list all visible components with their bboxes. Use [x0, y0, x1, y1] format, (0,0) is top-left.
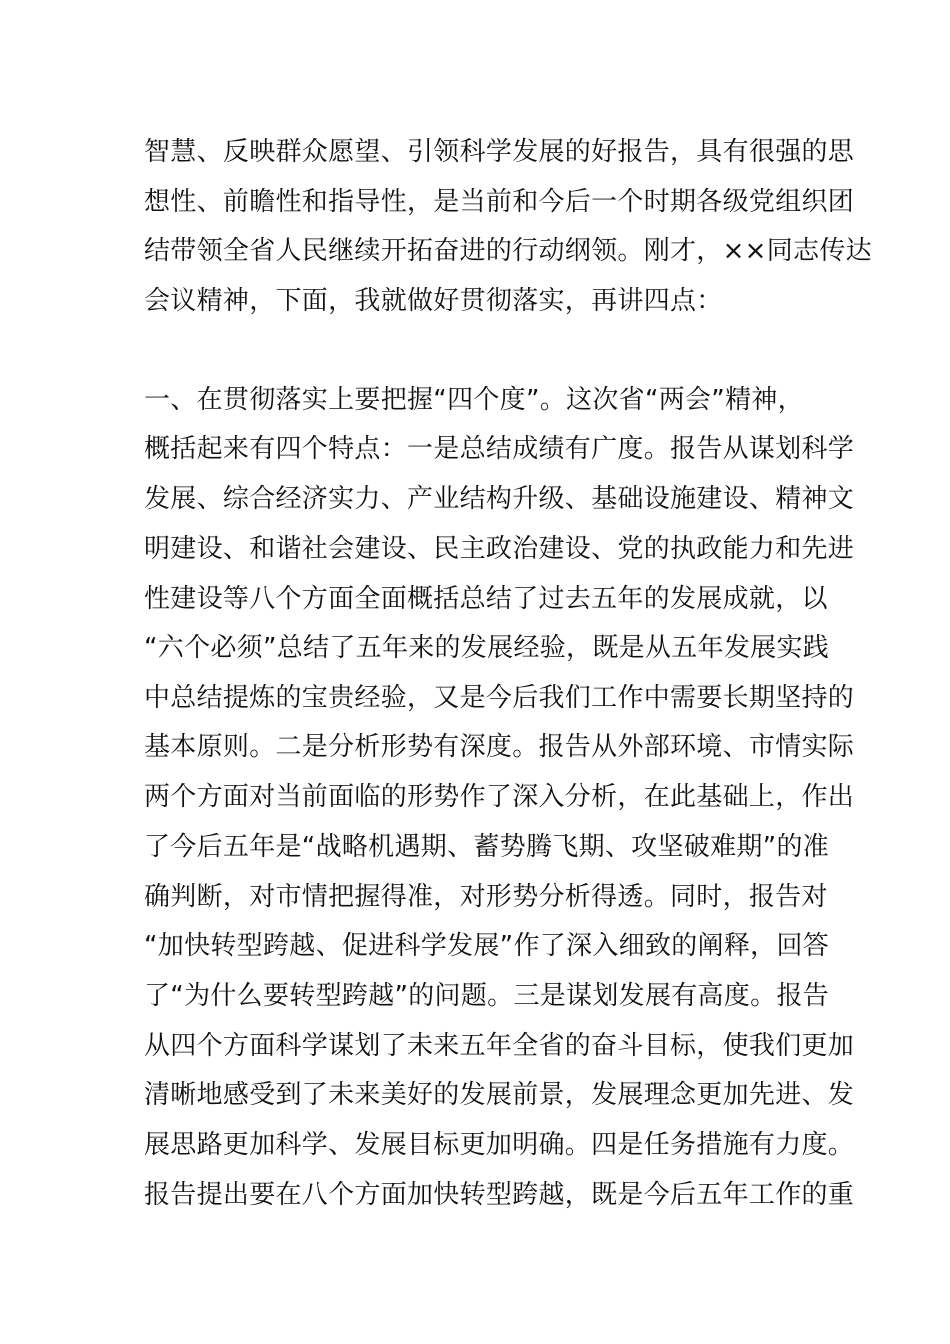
text-line: 展思路更加科学、发展目标更加明确。四是任务措施有力度。	[144, 1130, 855, 1160]
text-line: 明建设、和谐社会建设、民主政治建设、党的执政能力和先进	[144, 534, 855, 564]
text-line: 一、在贯彻落实上要把握“四个度”。这次省“两会”精神，	[144, 385, 804, 415]
text-line: 性建设等八个方面全面概括总结了过去五年的发展成就，以	[144, 584, 828, 614]
text-line: 想性、前瞻性和指导性，是当前和今后一个时期各级党组织团	[144, 187, 855, 217]
text-line: 基本原则。二是分析形势有深度。报告从外部环境、市情实际	[144, 732, 855, 762]
text-line: 了“为什么要转型跨越”的问题。三是谋划发展有高度。报告	[144, 981, 830, 1011]
text-line: 概括起来有四个特点：一是总结成绩有广度。报告从谋划科学	[144, 434, 855, 464]
text-line: 发展、综合经济实力、产业结构升级、基础设施建设、精神文	[144, 484, 855, 514]
text-line: 清晰地感受到了未来美好的发展前景，发展理念更加先进、发	[144, 1080, 855, 1110]
text-line: 中总结提炼的宝贵经验，又是今后我们工作中需要长期坚持的	[144, 683, 855, 713]
text-line: 确判断，对市情把握得准，对形势分析得透。同时，报告对	[144, 882, 828, 912]
text-line: 智慧、反映群众愿望、引领科学发展的好报告，具有很强的思	[144, 137, 855, 167]
text-line: 结带领全省人民继续开拓奋进的行动纲领。刚才，××同志传达	[144, 236, 872, 266]
text-line: 从四个方面科学谋划了未来五年全省的奋斗目标，使我们更加	[144, 1031, 855, 1061]
text-line: 报告提出要在八个方面加快转型跨越，既是今后五年工作的重	[144, 1180, 855, 1210]
text-line: “六个必须”总结了五年来的发展经验，既是从五年发展实践	[144, 633, 830, 663]
text-line: 了今后五年是“战略机遇期、蓄势腾飞期、攻坚破难期”的准	[144, 832, 830, 862]
text-line: 会议精神，下面，我就做好贯彻落实，再讲四点：	[144, 286, 723, 316]
text-line: “加快转型跨越、促进科学发展”作了深入细致的阐释，回答	[144, 931, 830, 961]
text-line: 两个方面对当前面临的形势作了深入分析，在此基础上，作出	[144, 782, 855, 812]
